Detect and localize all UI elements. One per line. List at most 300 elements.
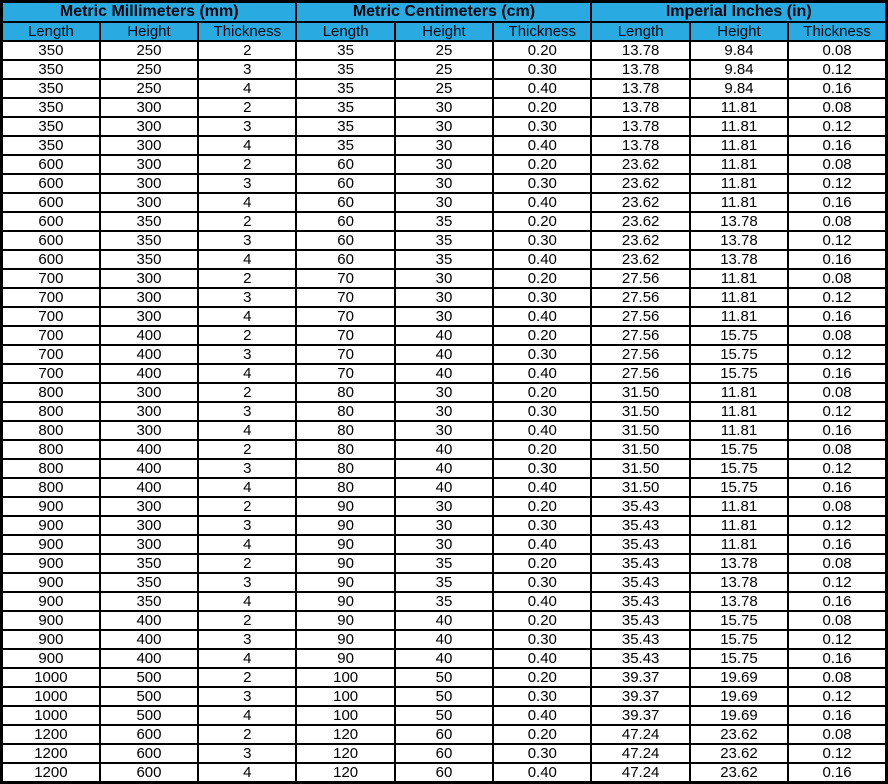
table-cell: 0.40 bbox=[493, 535, 591, 554]
table-cell: 0.12 bbox=[788, 744, 886, 763]
table-cell: 900 bbox=[2, 497, 100, 516]
table-cell: 250 bbox=[100, 79, 198, 98]
table-cell: 0.16 bbox=[788, 421, 886, 440]
table-cell: 35.43 bbox=[591, 516, 689, 535]
table-cell: 0.20 bbox=[493, 155, 591, 174]
table-cell: 13.78 bbox=[690, 231, 788, 250]
table-row bbox=[2, 478, 887, 497]
table-cell: 39.37 bbox=[591, 668, 689, 687]
table-cell: 35 bbox=[296, 41, 394, 60]
table-cell: 4 bbox=[198, 763, 296, 783]
table-cell: 35 bbox=[395, 250, 493, 269]
table-cell: 27.56 bbox=[591, 345, 689, 364]
table-cell: 800 bbox=[2, 440, 100, 459]
table-cell: 50 bbox=[395, 668, 493, 687]
table-cell: 0.16 bbox=[788, 535, 886, 554]
table-cell: 15.75 bbox=[690, 440, 788, 459]
table-cell: 90 bbox=[296, 497, 394, 516]
table-cell: 4 bbox=[198, 421, 296, 440]
table-cell: 11.81 bbox=[690, 117, 788, 136]
table-cell: 300 bbox=[100, 402, 198, 421]
table-row bbox=[2, 345, 887, 364]
table-cell: 80 bbox=[296, 402, 394, 421]
table-cell: 27.56 bbox=[591, 307, 689, 326]
section-title-row bbox=[2, 2, 887, 23]
table-cell: 350 bbox=[2, 117, 100, 136]
table-cell: 0.12 bbox=[788, 459, 886, 478]
column-header-row bbox=[2, 22, 887, 41]
table-cell: 30 bbox=[395, 174, 493, 193]
table-cell: 80 bbox=[296, 478, 394, 497]
table-cell: 1000 bbox=[2, 668, 100, 687]
table-cell: 13.78 bbox=[690, 573, 788, 592]
table-cell: 350 bbox=[2, 79, 100, 98]
column-header: Thickness bbox=[198, 22, 296, 41]
table-cell: 0.20 bbox=[493, 725, 591, 744]
column-header: Thickness bbox=[493, 22, 591, 41]
table-cell: 0.08 bbox=[788, 383, 886, 402]
table-cell: 4 bbox=[198, 250, 296, 269]
table-cell: 350 bbox=[100, 212, 198, 231]
table-cell: 11.81 bbox=[690, 402, 788, 421]
table-cell: 0.40 bbox=[493, 307, 591, 326]
table-cell: 350 bbox=[2, 136, 100, 155]
table-cell: 500 bbox=[100, 706, 198, 725]
table-row bbox=[2, 79, 887, 98]
table-cell: 35 bbox=[395, 212, 493, 231]
table-cell: 0.16 bbox=[788, 478, 886, 497]
table-cell: 2 bbox=[198, 269, 296, 288]
table-cell: 90 bbox=[296, 535, 394, 554]
table-cell: 15.75 bbox=[690, 364, 788, 383]
table-cell: 0.40 bbox=[493, 649, 591, 668]
table-cell: 0.08 bbox=[788, 269, 886, 288]
table-cell: 0.30 bbox=[493, 402, 591, 421]
table-cell: 30 bbox=[395, 288, 493, 307]
table-cell: 0.30 bbox=[493, 744, 591, 763]
table-cell: 4 bbox=[198, 193, 296, 212]
table-cell: 4 bbox=[198, 136, 296, 155]
table-cell: 900 bbox=[2, 592, 100, 611]
table-cell: 0.08 bbox=[788, 668, 886, 687]
table-cell: 350 bbox=[2, 60, 100, 79]
table-cell: 300 bbox=[100, 421, 198, 440]
table-cell: 15.75 bbox=[690, 326, 788, 345]
table-cell: 700 bbox=[2, 269, 100, 288]
table-cell: 0.20 bbox=[493, 212, 591, 231]
table-cell: 2 bbox=[198, 155, 296, 174]
table-row bbox=[2, 649, 887, 668]
table-cell: 90 bbox=[296, 630, 394, 649]
table-cell: 2 bbox=[198, 725, 296, 744]
table-cell: 0.30 bbox=[493, 117, 591, 136]
table-cell: 35.43 bbox=[591, 630, 689, 649]
table-cell: 0.08 bbox=[788, 155, 886, 174]
table-cell: 100 bbox=[296, 706, 394, 725]
table-cell: 40 bbox=[395, 649, 493, 668]
table-cell: 3 bbox=[198, 231, 296, 250]
column-header: Length bbox=[591, 22, 689, 41]
table-cell: 300 bbox=[100, 174, 198, 193]
table-row bbox=[2, 535, 887, 554]
table-cell: 11.81 bbox=[690, 174, 788, 193]
table-cell: 900 bbox=[2, 611, 100, 630]
section-title: Imperial Inches (in) bbox=[591, 2, 886, 23]
table-cell: 40 bbox=[395, 326, 493, 345]
table-cell: 15.75 bbox=[690, 345, 788, 364]
table-row bbox=[2, 725, 887, 744]
table-row bbox=[2, 212, 887, 231]
table-cell: 0.20 bbox=[493, 98, 591, 117]
table-cell: 23.62 bbox=[690, 744, 788, 763]
table-cell: 800 bbox=[2, 421, 100, 440]
table-cell: 4 bbox=[198, 478, 296, 497]
table-cell: 13.78 bbox=[591, 136, 689, 155]
table-row bbox=[2, 60, 887, 79]
table-cell: 300 bbox=[100, 117, 198, 136]
table-cell: 0.20 bbox=[493, 440, 591, 459]
table-cell: 0.08 bbox=[788, 611, 886, 630]
table-row bbox=[2, 307, 887, 326]
table-cell: 35.43 bbox=[591, 611, 689, 630]
table-cell: 40 bbox=[395, 478, 493, 497]
table-cell: 300 bbox=[100, 497, 198, 516]
table-cell: 0.40 bbox=[493, 592, 591, 611]
table-cell: 35.43 bbox=[591, 535, 689, 554]
section-title: Metric Millimeters (mm) bbox=[2, 2, 297, 23]
table-cell: 23.62 bbox=[591, 174, 689, 193]
table-row bbox=[2, 231, 887, 250]
table-cell: 0.12 bbox=[788, 516, 886, 535]
table-cell: 19.69 bbox=[690, 687, 788, 706]
table-cell: 35 bbox=[296, 136, 394, 155]
table-cell: 400 bbox=[100, 326, 198, 345]
table-row bbox=[2, 630, 887, 649]
table-body bbox=[2, 41, 887, 783]
table-cell: 0.30 bbox=[493, 288, 591, 307]
table-cell: 4 bbox=[198, 592, 296, 611]
table-cell: 0.16 bbox=[788, 193, 886, 212]
table-cell: 90 bbox=[296, 516, 394, 535]
table-cell: 15.75 bbox=[690, 478, 788, 497]
table-cell: 600 bbox=[2, 193, 100, 212]
table-cell: 900 bbox=[2, 649, 100, 668]
table-cell: 30 bbox=[395, 269, 493, 288]
table-cell: 30 bbox=[395, 535, 493, 554]
table-cell: 900 bbox=[2, 554, 100, 573]
table-cell: 35 bbox=[395, 573, 493, 592]
table-row bbox=[2, 250, 887, 269]
table-cell: 2 bbox=[198, 41, 296, 60]
table-cell: 80 bbox=[296, 383, 394, 402]
table-cell: 13.78 bbox=[690, 592, 788, 611]
table-cell: 0.08 bbox=[788, 326, 886, 345]
table-cell: 350 bbox=[100, 231, 198, 250]
table-cell: 0.40 bbox=[493, 193, 591, 212]
table-cell: 0.12 bbox=[788, 573, 886, 592]
table-cell: 30 bbox=[395, 117, 493, 136]
table-cell: 15.75 bbox=[690, 611, 788, 630]
table-cell: 2 bbox=[198, 212, 296, 231]
table-cell: 35 bbox=[395, 231, 493, 250]
table-cell: 700 bbox=[2, 364, 100, 383]
table-cell: 0.30 bbox=[493, 573, 591, 592]
table-cell: 40 bbox=[395, 459, 493, 478]
section-title: Metric Centimeters (cm) bbox=[296, 2, 591, 23]
table-cell: 100 bbox=[296, 668, 394, 687]
table-cell: 300 bbox=[100, 383, 198, 402]
table-cell: 2 bbox=[198, 326, 296, 345]
table-row bbox=[2, 41, 887, 60]
table-cell: 0.30 bbox=[493, 231, 591, 250]
table-cell: 300 bbox=[100, 288, 198, 307]
table-cell: 11.81 bbox=[690, 98, 788, 117]
table-row bbox=[2, 326, 887, 345]
table-cell: 900 bbox=[2, 630, 100, 649]
table-cell: 1000 bbox=[2, 687, 100, 706]
table-cell: 0.20 bbox=[493, 554, 591, 573]
table-cell: 700 bbox=[2, 307, 100, 326]
table-cell: 0.20 bbox=[493, 269, 591, 288]
table-cell: 15.75 bbox=[690, 459, 788, 478]
table-cell: 300 bbox=[100, 98, 198, 117]
table-cell: 0.40 bbox=[493, 364, 591, 383]
table-cell: 350 bbox=[2, 98, 100, 117]
table-cell: 2 bbox=[198, 611, 296, 630]
table-cell: 70 bbox=[296, 288, 394, 307]
table-cell: 13.78 bbox=[591, 79, 689, 98]
table-cell: 70 bbox=[296, 326, 394, 345]
table-cell: 35.43 bbox=[591, 554, 689, 573]
table-cell: 70 bbox=[296, 269, 394, 288]
table-cell: 600 bbox=[2, 231, 100, 250]
table-cell: 0.16 bbox=[788, 79, 886, 98]
table-cell: 120 bbox=[296, 725, 394, 744]
table-cell: 13.78 bbox=[690, 250, 788, 269]
table-cell: 600 bbox=[100, 763, 198, 783]
table-cell: 0.08 bbox=[788, 41, 886, 60]
table-cell: 30 bbox=[395, 383, 493, 402]
table-cell: 3 bbox=[198, 174, 296, 193]
table-cell: 9.84 bbox=[690, 79, 788, 98]
table-cell: 40 bbox=[395, 364, 493, 383]
table-cell: 3 bbox=[198, 744, 296, 763]
table-cell: 35.43 bbox=[591, 497, 689, 516]
table-cell: 0.16 bbox=[788, 763, 886, 783]
table-cell: 300 bbox=[100, 516, 198, 535]
table-cell: 0.12 bbox=[788, 288, 886, 307]
table-cell: 35 bbox=[296, 98, 394, 117]
table-cell: 30 bbox=[395, 421, 493, 440]
table-cell: 0.16 bbox=[788, 307, 886, 326]
table-cell: 0.30 bbox=[493, 630, 591, 649]
table-cell: 0.20 bbox=[493, 326, 591, 345]
table-cell: 400 bbox=[100, 611, 198, 630]
table-cell: 60 bbox=[395, 744, 493, 763]
table-cell: 70 bbox=[296, 345, 394, 364]
table-cell: 13.78 bbox=[690, 554, 788, 573]
table-cell: 0.40 bbox=[493, 79, 591, 98]
table-cell: 70 bbox=[296, 364, 394, 383]
table-cell: 100 bbox=[296, 687, 394, 706]
table-cell: 3 bbox=[198, 630, 296, 649]
table-cell: 30 bbox=[395, 98, 493, 117]
table-cell: 2 bbox=[198, 668, 296, 687]
table-cell: 23.62 bbox=[591, 212, 689, 231]
table-cell: 4 bbox=[198, 79, 296, 98]
table-cell: 31.50 bbox=[591, 421, 689, 440]
table-cell: 13.78 bbox=[591, 41, 689, 60]
table-cell: 30 bbox=[395, 497, 493, 516]
table-cell: 40 bbox=[395, 611, 493, 630]
table-row bbox=[2, 174, 887, 193]
column-header: Height bbox=[395, 22, 493, 41]
table-cell: 0.12 bbox=[788, 117, 886, 136]
table-cell: 13.78 bbox=[591, 98, 689, 117]
table-cell: 0.08 bbox=[788, 725, 886, 744]
table-cell: 0.16 bbox=[788, 364, 886, 383]
table-cell: 9.84 bbox=[690, 60, 788, 79]
table-row bbox=[2, 497, 887, 516]
table-cell: 60 bbox=[296, 212, 394, 231]
table-cell: 700 bbox=[2, 326, 100, 345]
table-cell: 40 bbox=[395, 630, 493, 649]
table-cell: 0.40 bbox=[493, 478, 591, 497]
table-cell: 0.20 bbox=[493, 611, 591, 630]
table-cell: 23.62 bbox=[591, 231, 689, 250]
table-cell: 250 bbox=[100, 60, 198, 79]
table-cell: 0.40 bbox=[493, 706, 591, 725]
table-cell: 80 bbox=[296, 440, 394, 459]
table-cell: 0.08 bbox=[788, 497, 886, 516]
table-cell: 23.62 bbox=[591, 155, 689, 174]
table-cell: 600 bbox=[2, 155, 100, 174]
table-cell: 23.62 bbox=[591, 193, 689, 212]
table-cell: 30 bbox=[395, 402, 493, 421]
table-cell: 0.30 bbox=[493, 174, 591, 193]
table-cell: 0.08 bbox=[788, 98, 886, 117]
table-row bbox=[2, 763, 887, 783]
table-cell: 700 bbox=[2, 288, 100, 307]
table-row bbox=[2, 364, 887, 383]
table-cell: 400 bbox=[100, 345, 198, 364]
table-row bbox=[2, 668, 887, 687]
table-cell: 60 bbox=[296, 193, 394, 212]
table-cell: 13.78 bbox=[690, 212, 788, 231]
table-cell: 300 bbox=[100, 535, 198, 554]
table-row bbox=[2, 592, 887, 611]
table-cell: 0.30 bbox=[493, 60, 591, 79]
table-cell: 4 bbox=[198, 649, 296, 668]
table-row bbox=[2, 687, 887, 706]
table-cell: 60 bbox=[395, 763, 493, 783]
table-cell: 0.20 bbox=[493, 668, 591, 687]
table-cell: 800 bbox=[2, 478, 100, 497]
table-cell: 2 bbox=[198, 440, 296, 459]
table-cell: 0.20 bbox=[493, 383, 591, 402]
table-cell: 0.12 bbox=[788, 345, 886, 364]
table-cell: 400 bbox=[100, 649, 198, 668]
table-cell: 11.81 bbox=[690, 535, 788, 554]
table-row bbox=[2, 744, 887, 763]
table-cell: 0.30 bbox=[493, 687, 591, 706]
table-cell: 300 bbox=[100, 193, 198, 212]
table-cell: 0.20 bbox=[493, 41, 591, 60]
table-cell: 800 bbox=[2, 383, 100, 402]
table-cell: 9.84 bbox=[690, 41, 788, 60]
table-cell: 800 bbox=[2, 459, 100, 478]
table-cell: 23.62 bbox=[690, 725, 788, 744]
table-head bbox=[2, 2, 887, 42]
table-cell: 0.40 bbox=[493, 136, 591, 155]
table-cell: 0.08 bbox=[788, 554, 886, 573]
table-cell: 23.62 bbox=[591, 250, 689, 269]
table-cell: 11.81 bbox=[690, 307, 788, 326]
table-cell: 0.30 bbox=[493, 516, 591, 535]
table-cell: 0.16 bbox=[788, 592, 886, 611]
table-cell: 0.12 bbox=[788, 630, 886, 649]
table-cell: 2 bbox=[198, 98, 296, 117]
table-cell: 2 bbox=[198, 497, 296, 516]
table-cell: 27.56 bbox=[591, 364, 689, 383]
table-row bbox=[2, 440, 887, 459]
table-cell: 3 bbox=[198, 345, 296, 364]
column-header: Length bbox=[2, 22, 100, 41]
table-cell: 120 bbox=[296, 763, 394, 783]
table-cell: 700 bbox=[2, 345, 100, 364]
table-row bbox=[2, 554, 887, 573]
table-cell: 1200 bbox=[2, 725, 100, 744]
table-cell: 35.43 bbox=[591, 649, 689, 668]
table-cell: 600 bbox=[2, 250, 100, 269]
table-cell: 40 bbox=[395, 345, 493, 364]
table-cell: 350 bbox=[2, 41, 100, 60]
column-header: Length bbox=[296, 22, 394, 41]
table-cell: 11.81 bbox=[690, 421, 788, 440]
table-cell: 60 bbox=[296, 174, 394, 193]
table-cell: 11.81 bbox=[690, 155, 788, 174]
table-cell: 13.78 bbox=[591, 60, 689, 79]
table-cell: 600 bbox=[100, 725, 198, 744]
table-cell: 400 bbox=[100, 440, 198, 459]
table-cell: 15.75 bbox=[690, 630, 788, 649]
table-cell: 35 bbox=[395, 554, 493, 573]
table-cell: 0.40 bbox=[493, 421, 591, 440]
table-cell: 0.30 bbox=[493, 345, 591, 364]
table-cell: 0.20 bbox=[493, 497, 591, 516]
table-cell: 120 bbox=[296, 744, 394, 763]
table-cell: 4 bbox=[198, 706, 296, 725]
table-cell: 0.08 bbox=[788, 212, 886, 231]
table-cell: 39.37 bbox=[591, 706, 689, 725]
table-cell: 3 bbox=[198, 117, 296, 136]
table-row bbox=[2, 193, 887, 212]
column-header: Height bbox=[690, 22, 788, 41]
table-cell: 3 bbox=[198, 60, 296, 79]
table-cell: 60 bbox=[296, 250, 394, 269]
table-cell: 30 bbox=[395, 193, 493, 212]
table-cell: 90 bbox=[296, 611, 394, 630]
table-cell: 47.24 bbox=[591, 763, 689, 783]
table-cell: 11.81 bbox=[690, 497, 788, 516]
table-cell: 0.12 bbox=[788, 231, 886, 250]
table-cell: 80 bbox=[296, 459, 394, 478]
table-cell: 47.24 bbox=[591, 725, 689, 744]
table-cell: 30 bbox=[395, 516, 493, 535]
table-cell: 35 bbox=[395, 592, 493, 611]
table-cell: 47.24 bbox=[591, 744, 689, 763]
table-row bbox=[2, 98, 887, 117]
